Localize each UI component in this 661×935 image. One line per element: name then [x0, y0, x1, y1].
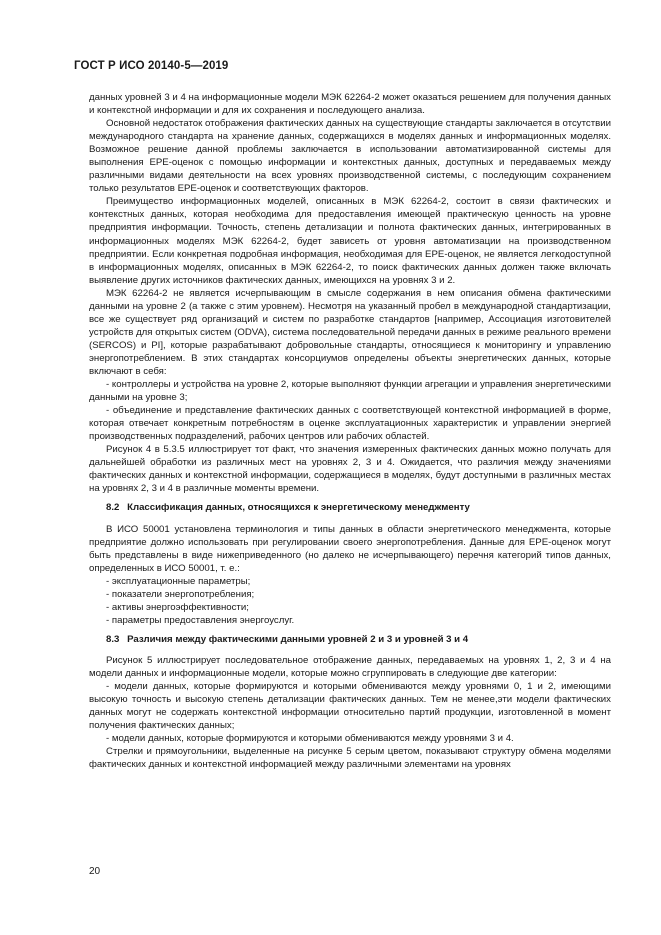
list-item: - контроллеры и устройства на уровне 2, которые выполняют функции агрегации и управления энергетическими данными на уровне 3;	[89, 379, 611, 404]
list-item: - активы энергоэффективности;	[106, 601, 249, 613]
section-heading-8-3	[89, 633, 611, 646]
list-item: - модели данных, которые формируются и которыми обмениваются между уровнями 0, 1 и 2, имеющими высокую точность и высокую степень детализации фактических данных. Тем не менее,эти модели фактических данных могут не содержать контекстной информации относительно партий продукции, изготовленной в момент получения фактических данных;	[89, 681, 611, 732]
model-categories-list	[89, 680, 611, 745]
paragraph-main-drawback: Основной недостаток отображения фактических данных на существующие стандарты заключается в отсутствии международного стандарта на хранение данных, содержащихся в моделях данных и информационных моделях. Возможное решение данной проблемы заключается в использовании автоматизированной системы для выполнения EPE-оценок с помощью информации и контекстных данных, доступных и передаваемых между различными видами деятельности на всех уровнях производственной системы, с последующим сохранением только результатов EPE-оценок и соответствующих факторов.	[89, 118, 611, 195]
list-item: - модели данных, которые формируются и которыми обмениваются между уровнями 3 и 4.	[106, 733, 514, 745]
list-item: - показатели энергопотребления;	[106, 588, 255, 600]
section-title: Классификация данных, относящихся к энергетическому менеджменту	[127, 502, 470, 514]
paragraph-arrows: Стрелки и прямоугольники, выделенные на рисунке 5 серым цветом, показывают структуру обмена моделями фактических данных и контекстной информацией между различными элементами на уровнях	[89, 746, 611, 771]
section-heading-8-2	[89, 501, 611, 514]
paragraph-continued: данных уровней 3 и 4 на информационные модели МЭК 62264-2 может оказаться решением для получения данных и контекстной информации и для их сохранения и последующего анализа.	[89, 92, 611, 117]
paragraph-figure-4: Рисунок 4 в 5.3.5 иллюстрирует тот факт, что значения измеренных фактических данных можно получать для дальнейшей обработки из различных мест на уровнях 2, 3 и 4. Ожидается, что различия между значениями фактических данных и контекстной информации, содержащиеся в моделях, будут доступными в различных местах на уровнях 2, 3 и 4 в различные моменты времени.	[89, 444, 611, 495]
paragraph-iso-50001: В ИСО 50001 установлена терминология и типы данных в области энергетического менеджмента, которые предприятие должно использовать при регулировании своего энергопотребления. Данные для EPE-оценок могут быть представлены в виде нижеприведенного (но далеко не исчерпывающего) перечня категорий типов данных, определенных в ИСО 50001, т. е.:	[89, 523, 611, 574]
energy-objects-list	[89, 378, 611, 443]
list-item: - эксплуатационные параметры;	[106, 575, 251, 587]
section-number: 8.3	[106, 633, 120, 645]
data-categories-list	[89, 575, 611, 627]
list-item: - параметры предоставления энергоуслуг.	[106, 614, 295, 626]
section-number: 8.2	[106, 502, 120, 514]
list-item: - объединение и представление фактических данных с соответствующей контекстной информацией в форме, которая отвечает конкретным потребностям в оценке эксплуатационных характеристик и управлении энергией производственных подразделений, рабочих центров или рабочих областей.	[89, 405, 611, 443]
section-title: Различия между фактическими данными уровней 2 и 3 и уровней 3 и 4	[127, 633, 469, 645]
page-number: 20	[89, 866, 101, 877]
paragraph-iec-coverage: МЭК 62264-2 не является исчерпывающим в смысле содержания в нем описания обмена фактическими данными на уровне 2 (а также с этим уровнем). Несмотря на указанный пробел в международной стандартизации, все же существует ряд организаций и систем по разработке стандартов [например, Ассоциация изготовителей устройств для открытых систем (ODVA), система последовательной передачи данных в режиме реального времени (SERCOS) и PI], которые разрабатывают добровольные стандарты, относящиеся к мониторингу и управлению энергопотреблением. В этих стандартах консорциумов определены объекты энергетических данных, которые включают в себя:	[89, 287, 611, 377]
document-body	[89, 91, 611, 771]
document-header: ГОСТ Р ИСО 20140-5—2019	[74, 60, 229, 72]
paragraph-figure-5: Рисунок 5 иллюстрирует последовательное отображение данных, передаваемых на уровнях 1, 2, 3 и 4 на модели данных и информационные модели, которые можно сгруппировать в следующие две категории:	[89, 654, 611, 679]
paragraph-advantage: Преимущество информационных моделей, описанных в МЭК 62264-2, состоит в связи фактических и контекстных данных, которая необходима для предоставления имеющей практическую ценность на уровне предприятия информации. Точность, степень детализации и полнота фактических данных, интегрированных в информационных моделях МЭК 62264-2, будет зависеть от уровня автоматизации на производственном предприятии. Если конкретная подробная информация, необходимая для EPE-оценок, не является легкодоступной в информационных моделях, описанных в МЭК 62264-2, то поиск фактических данных должен также включать выявление других источников фактических данных, имеющихся на уровнях 3 и 2.	[89, 196, 611, 286]
